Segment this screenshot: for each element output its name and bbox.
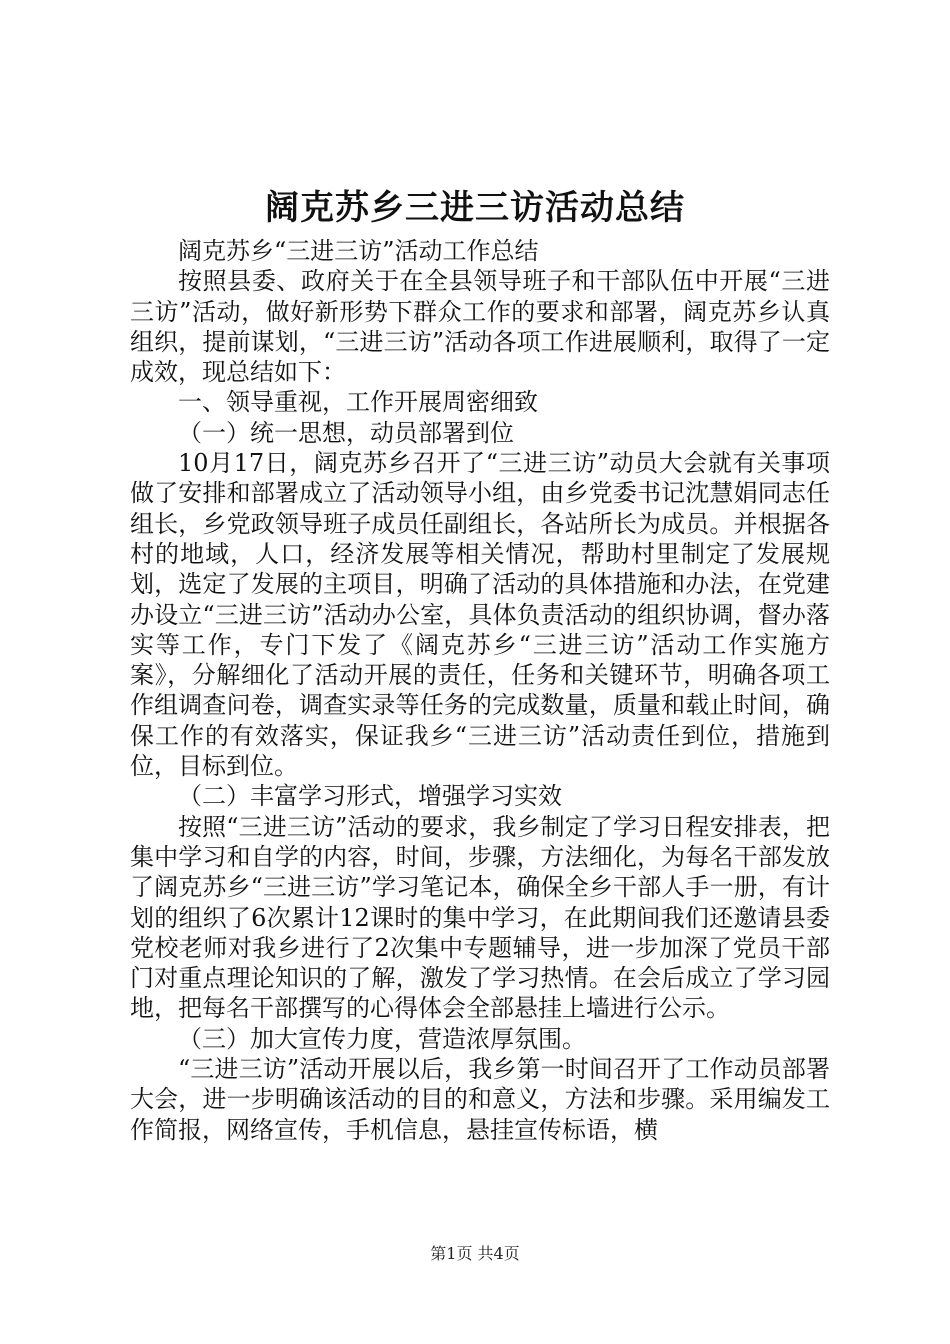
body-paragraph-3: “三进三访”活动开展以后，我乡第一时间召开了工作动员部署大会，进一步明确该活动的目的和意义，方法和步骤。采用编发工作简报，网络宣传，手机信息，悬挂宣传标语，横 <box>130 1055 830 1144</box>
subsection-heading-3: （三）加大宣传力度，营造浓厚氛围。 <box>178 1024 586 1053</box>
body-paragraph-1: 10月17日，阔克苏乡召开了“三进三访”动员大会就有关事项做了安排和部署成立了活动领导小组，由乡党委书记沈慧娟同志任组长，乡党政领导班子成员任副组长，各站所长为成员。并根据各村的地域，人口，经济发展等相关情况，帮助村里制定了发展规划，选定了发展的主项目，明确了活动的具体措施和办法，在党建办设立“三进三访”活动办公室，具体负责活动的组织协调，督办落实等工作，专门下发了《阔克苏乡“三进三访”活动工作实施方案》，分解细化了活动开展的责任，任务和关键环节，明确各项工作组调查问卷，调查实录等任务的完成数量，质量和载止时间，确保工作的有效落实，保证我乡“三进三访”活动责任到位，措施到位，目标到位。 <box>130 449 830 781</box>
subtitle-paragraph: 阔克苏乡“三进三访”活动工作总结 <box>178 237 539 265</box>
document-title: 阔克苏乡三进三访活动总结 <box>265 188 685 228</box>
subsection-heading-2: （二）丰富学习形式，增强学习实效 <box>178 782 562 811</box>
page-footer: 第1页 共4页 <box>430 1244 520 1263</box>
intro-paragraph: 按照县委、政府关于在全县领导班子和干部队伍中开展“三进三访”活动，做好新形势下群众工作的要求和部署，阔克苏乡认真组织，提前谋划，“三进三访”活动各项工作进展顺利，取得了一定成效，现总结如下： <box>130 267 830 387</box>
document-body <box>130 236 830 1145</box>
subsection-heading-1: （一）统一思想，动员部署到位 <box>178 418 514 447</box>
body-paragraph-2: 按照“三进三访”活动的要求，我乡制定了学习日程安排表，把集中学习和自学的内容，时间，步骤，方法细化，为每名干部发放了阔克苏乡“三进三访”学习笔记本，确保全乡干部人手一册，有计划的组织了6次累计12课时的集中学习，在此期间我们还邀请县委党校老师对我乡进行了2次集中专题辅导，进一步加深了党员干部门对重点理论知识的了解，激发了学习热情。在会后成立了学习园地，把每名干部撰写的心得体会全部悬挂上墙进行公示。 <box>130 812 830 1023</box>
section-heading-1: 一、领导重视，工作开展周密细致 <box>178 388 538 417</box>
